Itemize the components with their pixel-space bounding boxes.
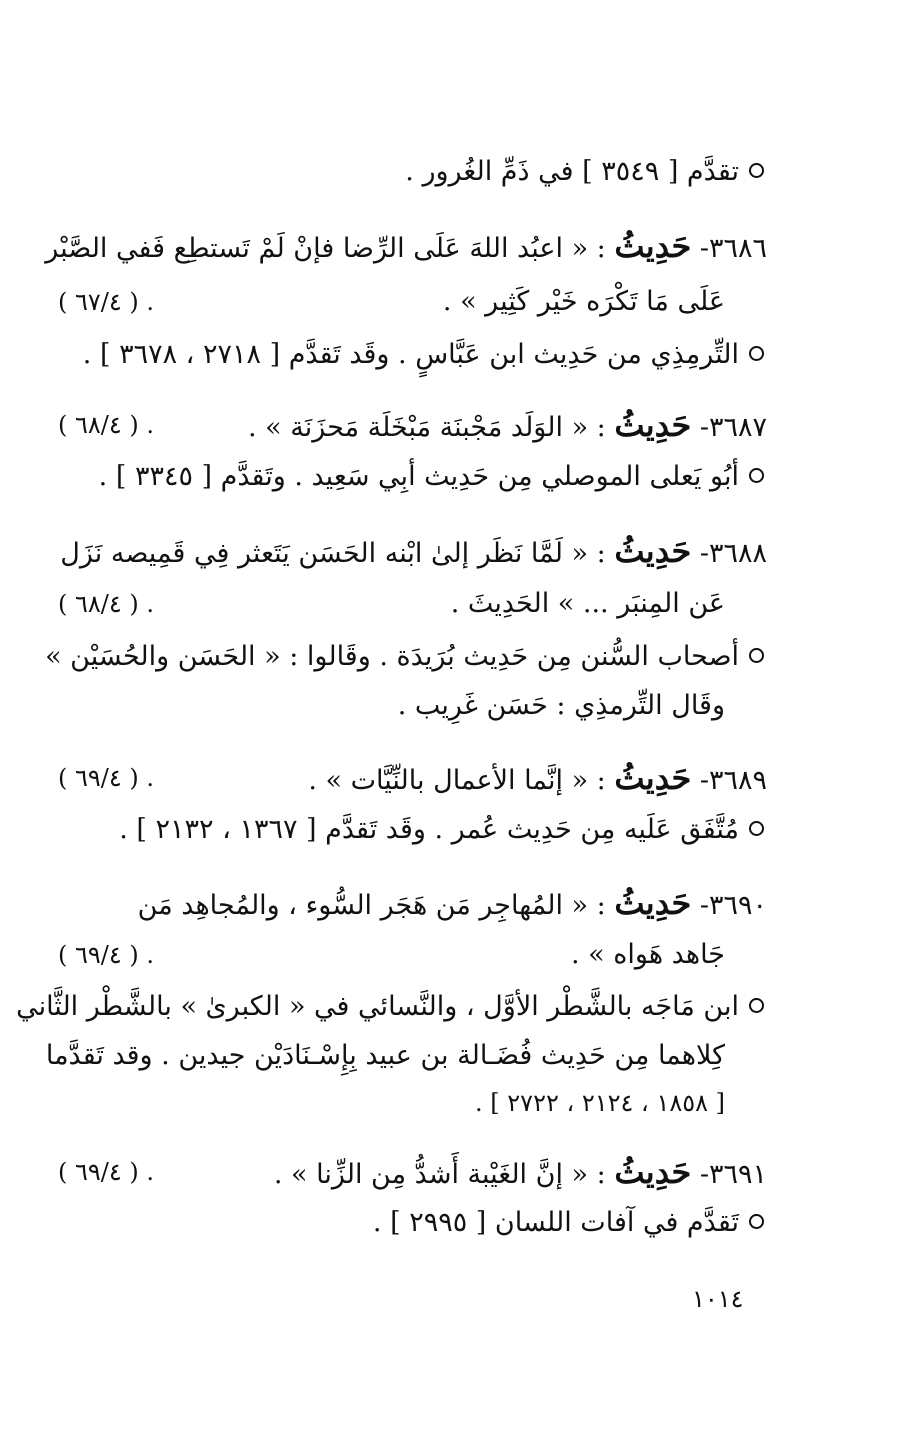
hadith-text: عَن المِنبَر ... » الحَدِيثَ . xyxy=(450,588,725,619)
hadith-entry-3690-line1 xyxy=(138,883,767,926)
hadith-text: : « الوَلَد مَجْبنَة مَبْخَلَة مَحزَنَة » . xyxy=(248,412,606,443)
circle-bullet-icon xyxy=(749,163,764,178)
hadith-text: عَلَى مَا تَكْرَه خَيْر كَثِير » . xyxy=(442,286,725,317)
circle-bullet-icon xyxy=(749,346,764,361)
volume-page-reference: ( ٦٨/٤ ) . xyxy=(58,411,155,439)
hadith-text: جَاهد هَواه » . xyxy=(570,939,725,970)
note-line xyxy=(99,457,764,497)
entry-number: ٣٦٨٩- xyxy=(699,765,767,796)
note-line xyxy=(83,335,764,375)
hadith-text: : « لَمَّا نَظَر إلىٰ ابْنه الحَسَن يَتَعثر فِي قَمِيصه نَزَل xyxy=(60,538,606,569)
hadith-text: : « إنَّما الأعمال بالنِّيَّات » . xyxy=(308,765,606,796)
circle-bullet-icon xyxy=(749,998,764,1013)
hadith-text: : « إنَّ الغَيْبة أَشدُّ مِن الزِّنا » . xyxy=(273,1159,606,1190)
circle-bullet-icon xyxy=(749,821,764,836)
hadith-label: حَدِيثُ xyxy=(614,406,692,444)
note-line xyxy=(405,152,764,192)
hadith-label: حَدِيثُ xyxy=(614,1153,692,1191)
entry-number: ٣٦٨٨- xyxy=(699,538,767,569)
entry-number: ٣٦٩١- xyxy=(699,1159,767,1190)
note-text: [ ١٨٥٨ ، ٢١٢٤ ، ٢٧٢٢ ] . xyxy=(475,1089,725,1117)
volume-page-reference: ( ٦٩/٤ ) . xyxy=(58,1158,155,1186)
note-line xyxy=(119,810,764,850)
hadith-entry-3689-line1 xyxy=(308,758,767,801)
note-text: كِلاهما مِن حَدِيث فُضَـالة بن عبيد بِإِسْـنَادَيْن جيدين . وقد تَقدَّما xyxy=(45,1040,725,1071)
note-text: تَقدَّم في آفات اللسان [ ٢٩٩٥ ] . xyxy=(372,1207,739,1238)
note-line xyxy=(373,1203,764,1243)
note-text: وقَال التِّرمذِي : حَسَن غَرِيب . xyxy=(397,690,725,721)
hadith-label: حَدِيثُ xyxy=(614,532,692,570)
hadith-entry-3686-line2 xyxy=(443,282,725,322)
page-number: ١٠١٤ xyxy=(692,1285,744,1313)
hadith-text: : « المُهاجِر مَن هَجَر السُّوء ، والمُجاهِد مَن xyxy=(137,890,606,921)
note-text: أصحاب السُّنن مِن حَدِيث بُرَيدَة . وقَالوا : « الحَسَن والحُسَيْن » xyxy=(45,641,739,672)
note-line xyxy=(16,987,764,1027)
hadith-label: حَدِيثُ xyxy=(614,759,692,797)
circle-bullet-icon xyxy=(749,648,764,663)
hadith-label: حَدِيثُ xyxy=(614,227,692,265)
note-continuation xyxy=(46,1036,725,1076)
hadith-label: حَدِيثُ xyxy=(614,884,692,922)
note-continuation xyxy=(475,1083,725,1123)
hadith-entry-3687-line1 xyxy=(248,405,767,448)
note-continuation xyxy=(398,686,725,726)
note-text: أبُو يَعلى الموصلي مِن حَدِيث أبِي سَعِيد . وتَقدَّم [ ٣٣٤٥ ] . xyxy=(98,461,739,492)
note-text: مُتَّفَق عَلَيه مِن حَدِيث عُمر . وقَد تَقدَّم [ ١٣٦٧ ، ٢١٣٢ ] . xyxy=(119,814,739,845)
hadith-text: : « اعبُد اللهَ عَلَى الرِّضا فإنْ لَمْ تَستطِع فَفي الصَّبْر xyxy=(45,233,606,264)
hadith-entry-3688-line1 xyxy=(60,531,767,574)
note-text: تقدَّم [ ٣٥٤٩ ] في ذَمِّ الغُرور . xyxy=(405,156,739,187)
hadith-entry-3690-line2 xyxy=(571,935,725,975)
circle-bullet-icon xyxy=(749,1214,764,1229)
volume-page-reference: ( ٦٧/٤ ) . xyxy=(58,288,155,316)
entry-number: ٣٦٩٠- xyxy=(699,890,767,921)
volume-page-reference: ( ٦٩/٤ ) . xyxy=(58,764,155,792)
note-line xyxy=(45,637,764,677)
hadith-entry-3688-line2 xyxy=(451,584,725,624)
entry-number: ٣٦٨٦- xyxy=(699,233,767,264)
note-text: التِّرمِذِي من حَدِيث ابن عَبَّاسٍ . وقَد تَقدَّم [ ٢٧١٨ ، ٣٦٧٨ ] . xyxy=(82,339,739,370)
circle-bullet-icon xyxy=(749,468,764,483)
hadith-entry-3686-line1 xyxy=(45,226,767,269)
volume-page-reference: ( ٦٨/٤ ) . xyxy=(58,590,155,618)
volume-page-reference: ( ٦٩/٤ ) . xyxy=(58,941,155,969)
hadith-entry-3691-line1 xyxy=(274,1152,767,1195)
entry-number: ٣٦٨٧- xyxy=(699,412,767,443)
note-text: ابن مَاجَه بالشَّطْر الأوَّل ، والنَّسائي في « الكبرىٰ » بالشَّطْر الثَّاني xyxy=(16,991,739,1022)
